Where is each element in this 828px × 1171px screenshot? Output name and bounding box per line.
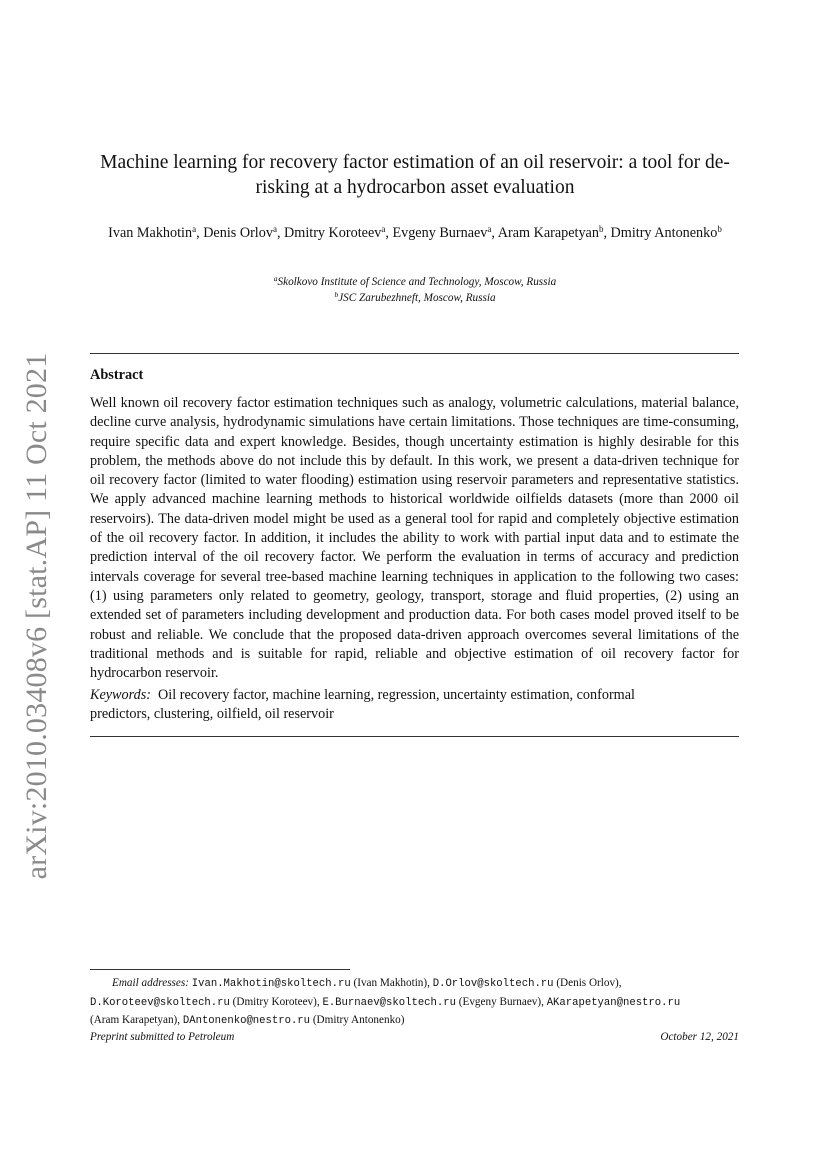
- affiliations: [90, 275, 740, 306]
- email-entry: D.Orlov@skoltech.ru (Denis Orlov),: [432, 977, 622, 990]
- email-entry: Ivan.Makhotin@skoltech.ru (Ivan Makhotin),: [191, 977, 433, 990]
- bottom-divider: [90, 736, 739, 737]
- author: Dmitry Antonenko$^b$: [610, 224, 722, 241]
- abstract-text: Well known oil recovery factor estimation techniques such as analogy, volumetric calculations, material balance, decline curve analysis, hydrodynamic simulations have certain limitations. Those techniques are time-consuming, require specific data and expert knowledge. Besides, though uncertainty estimation is highly desirable for this problem, the methods above do not include this by default. In this work, we present a data-driven technique for oil recovery factor (limited to water flooding) estimation using reservoir parameters and representative statistics. We apply advanced machine learning methods to historical worldwide oilfields datasets (more than 2000 oil reservoirs). The data-driven model might be used as a general tool for rapid and completely objective estimation of the oil recovery factor. In addition, it includes the ability to work with partial input data and to estimate the prediction interval of the oil recovery factor. We perform the evaluation in terms of accuracy and prediction intervals coverage for several tree-based machine learning techniques in application to the following two cases: (1) using parameters only related to geometry, geology, transport, storage and fluid properties, (2) using an extended set of parameters including development and production data. For both cases model proved itself to be robust and reliable. We conclude that the proposed data-driven approach overcomes several limitations of the traditional methods and is suitable for rapid, reliable and objective estimation of oil recovery factor for hydrocarbon reservoir.: [90, 395, 739, 682]
- affiliation: $^b$JSC Zarubezhneft, Moscow, Russia: [334, 289, 496, 304]
- footnote-divider: [90, 969, 350, 970]
- top-divider: [90, 353, 739, 354]
- email-entry: DAntonenko@nestro.ru (Dmitry Antonenko): [182, 1014, 405, 1027]
- affiliation: $^a$Skolkovo Institute of Science and Technology, Moscow, Russia: [273, 274, 557, 288]
- author: Ivan Makhotin$^a$,: [108, 224, 204, 241]
- keywords: [90, 686, 690, 725]
- paper-title: Machine learning for recovery factor estimation of an oil reservoir: a tool for de-risking at a hydrocarbon asset evaluation: [100, 152, 730, 198]
- arxiv-identifier: arXiv:2010.03408v6 [stat.AP] 11 Oct 2021: [20, 352, 53, 880]
- arxiv-sidebar: [2, 352, 72, 880]
- author-list: [90, 224, 740, 243]
- preprint-date: October 12, 2021: [660, 1031, 739, 1043]
- email-entry: D.Koroteev@skoltech.ru (Dmitry Koroteev),: [90, 995, 323, 1009]
- author: Dmitry Koroteev$^a$,: [284, 224, 393, 241]
- author: Evgeny Burnaev$^a$,: [392, 224, 498, 241]
- keywords-text: Oil recovery factor, machine learning, regression, uncertainty estimation, conformal predictors, clustering, oilfield, oil reservoir: [90, 687, 635, 723]
- email-footnote: [90, 975, 739, 1031]
- abstract-heading: Abstract: [90, 367, 144, 383]
- keywords-label: Keywords:: [90, 687, 151, 703]
- footnote-label: Email addresses:: [112, 977, 189, 989]
- email-entry: E.Burnaev@skoltech.ru (Evgeny Burnaev),: [322, 995, 547, 1009]
- preprint-note: Preprint submitted to Petroleum: [90, 1031, 235, 1043]
- email-entry: AKarapetyan@nestro.ru (Aram Karapetyan),: [90, 996, 681, 1026]
- author: Denis Orlov$^a$,: [203, 224, 285, 241]
- author: Aram Karapetyan$^b$,: [497, 224, 611, 241]
